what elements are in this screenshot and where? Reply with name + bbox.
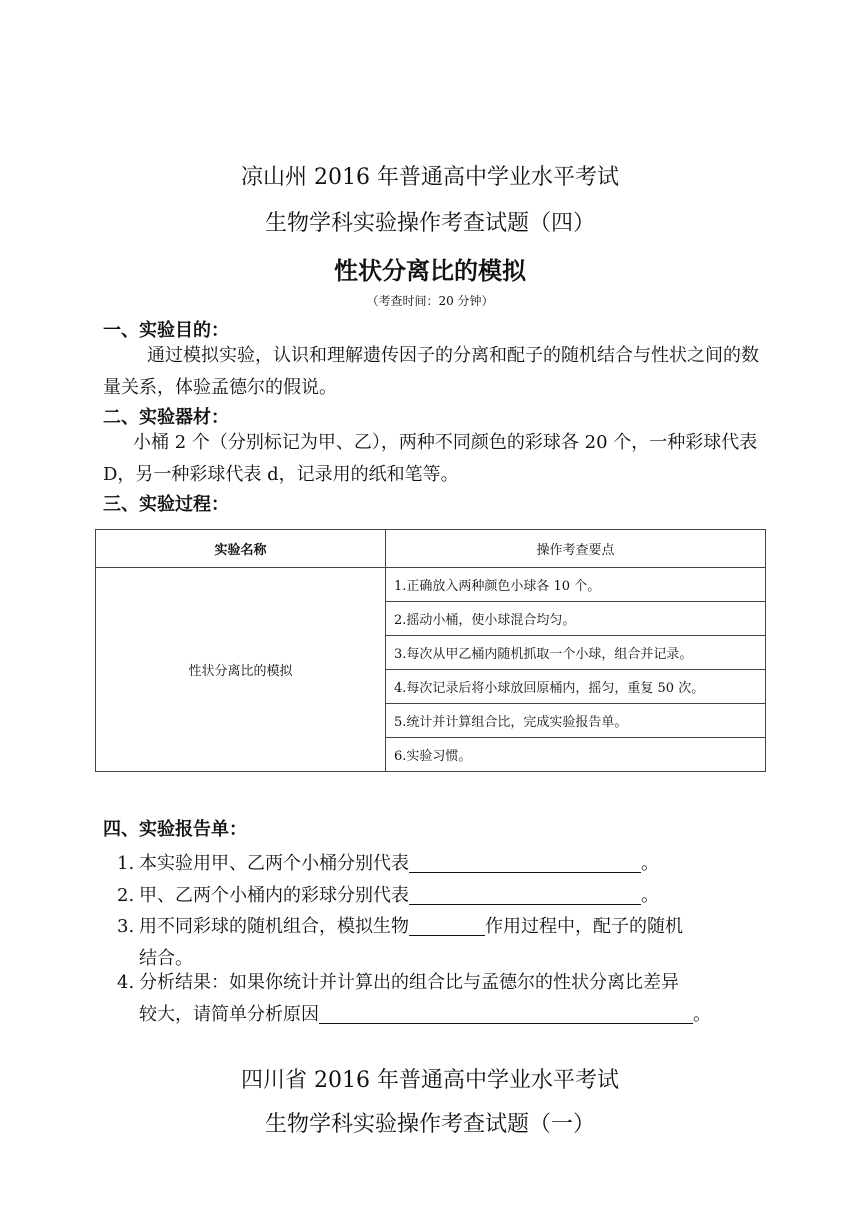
report-heading: 四、实验报告单： — [103, 819, 247, 840]
experiment-title: 性状分离比的模拟 — [334, 257, 526, 285]
purpose-heading: 一、实验目的： — [103, 320, 229, 341]
question-continuation: 结合。 — [139, 948, 193, 969]
exam-title-line2: 生物学科实验操作考查试题（四） — [264, 211, 595, 236]
answer-blank-1[interactable] — [409, 850, 641, 873]
operation-point: 4.每次记录后将小球放回原桶内，摇匀，重复 50 次。 — [386, 670, 766, 704]
question-number: 4. — [117, 972, 135, 993]
next-exam-title-line1: 四川省 2016 年普通高中学业水平考试 — [241, 1068, 619, 1093]
exam-time-note: （考查时间：20 分钟） — [366, 294, 494, 308]
materials-heading: 二、实验器材： — [103, 407, 229, 428]
question-continuation — [117, 999, 762, 1031]
operation-point: 2.摇动小桶，使小球混合均匀。 — [386, 602, 766, 636]
purpose-text: 通过模拟实验，认识和理解遗传因子的分离和配子的随机结合与性状之间的数量关系，体验孟德尔的假说。 — [103, 345, 759, 398]
materials-text: 小桶 2 个（分别标记为甲、乙），两种不同颜色的彩球各 20 个，一种彩球代表 D，另一种彩球代表 d，记录用的纸和笔等。 — [103, 432, 758, 485]
operation-point: 3.每次从甲乙桶内随机抓取一个小球，组合并记录。 — [386, 636, 766, 670]
question-text: 本实验用甲、乙两个小桶分别代表 — [139, 853, 409, 874]
next-exam-title-line2: 生物学科实验操作考查试题（一） — [264, 1112, 595, 1137]
question-3 — [117, 911, 762, 975]
operation-point: 1.正确放入两种颜色小球各 10 个。 — [386, 568, 766, 602]
answer-blank-2[interactable] — [409, 882, 641, 905]
operation-point: 6.实验习惯。 — [386, 738, 766, 772]
question-end: 。 — [641, 853, 659, 874]
col-header-experiment-name: 实验名称 — [96, 530, 386, 568]
question-number: 1. — [117, 853, 135, 874]
exam-title-line1: 凉山州 2016 年普通高中学业水平考试 — [241, 165, 619, 190]
question-text: 甲、乙两个小桶内的彩球分别代表 — [139, 885, 409, 906]
question-text-after: 作用过程中，配子的随机 — [485, 916, 683, 937]
col-header-operation-points: 操作考查要点 — [386, 530, 766, 568]
question-end: 。 — [693, 1004, 711, 1025]
process-heading: 三、实验过程： — [103, 494, 229, 515]
question-number: 2. — [117, 885, 135, 906]
question-text: 用不同彩球的随机组合，模拟生物 — [139, 916, 409, 937]
question-1 — [117, 848, 762, 880]
answer-blank-3[interactable] — [409, 913, 485, 936]
question-2 — [117, 880, 762, 912]
experiment-name-cell: 性状分离比的模拟 — [96, 568, 386, 772]
question-text-cont: 较大，请简单分析原因 — [139, 1004, 319, 1025]
table-header-row — [96, 530, 766, 568]
table-row — [96, 568, 766, 602]
question-end: 。 — [641, 885, 659, 906]
answer-blank-4[interactable] — [319, 1001, 693, 1024]
question-number: 3. — [117, 916, 135, 937]
question-text: 分析结果：如果你统计并计算出的组合比与孟德尔的性状分离比差异 — [139, 972, 679, 993]
operation-point: 5.统计并计算组合比，完成实验报告单。 — [386, 704, 766, 738]
question-4 — [117, 967, 762, 1031]
operation-table — [95, 529, 766, 772]
